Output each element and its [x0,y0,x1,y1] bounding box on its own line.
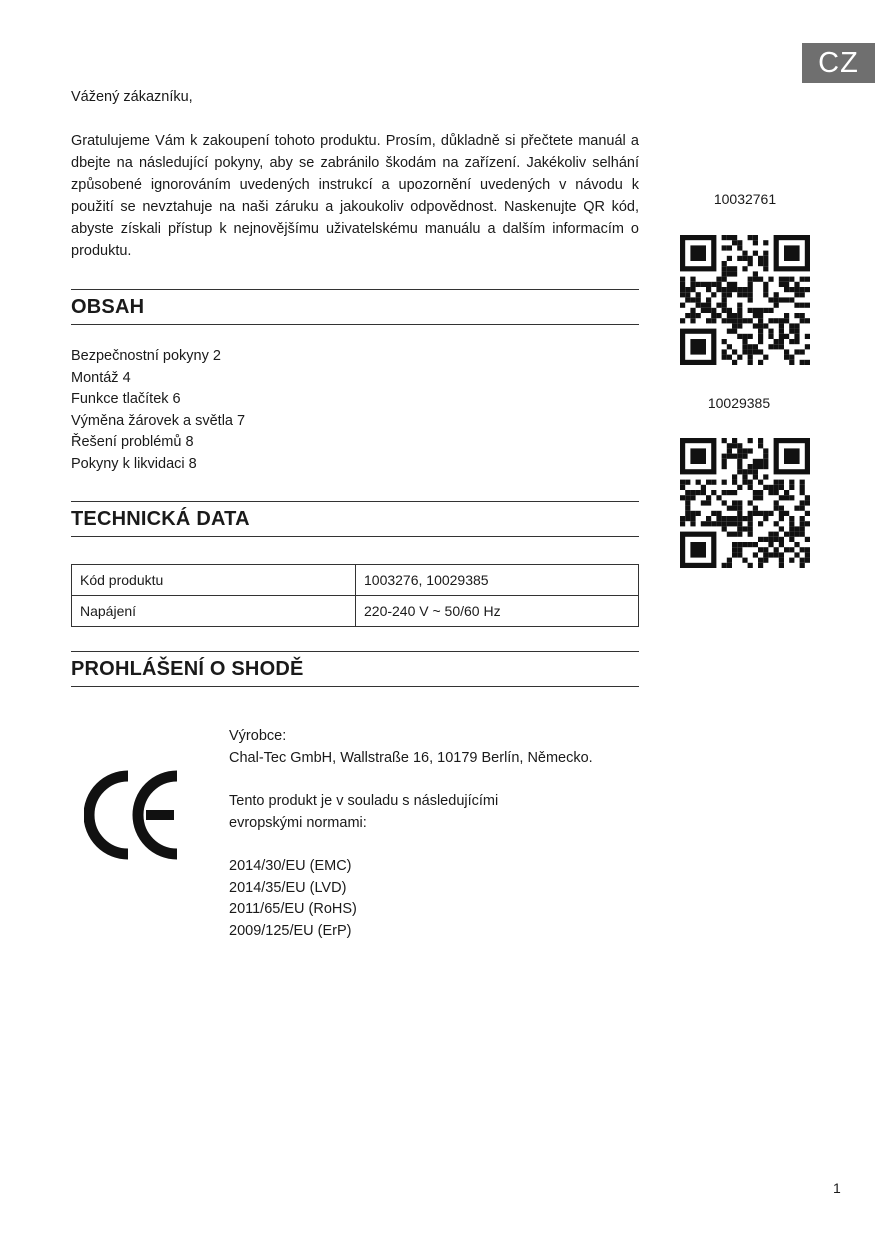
directive-item: 2011/65/EU (RoHS) [229,901,357,917]
spec-label: Kód produktu [72,565,356,596]
table-row [72,596,639,627]
toc-item[interactable]: Řešení problémů 8 [71,434,194,450]
technical-data-table [71,564,639,627]
table-row [72,565,639,596]
table-of-contents [71,346,245,475]
technical-heading: TECHNICKÁ DATA [71,508,250,530]
declaration-heading: PROHLÁŠENÍ O SHODĚ [71,658,304,680]
language-tab: CZ [802,43,875,83]
spec-label: Napájení [72,596,356,627]
toc-item[interactable]: Funkce tlačítek 6 [71,391,181,407]
page-number: 1 [833,1180,841,1196]
manufacturer-label: Výrobce: [229,728,287,744]
contents-section-header [71,289,639,325]
spec-value: 1003276, 10029385 [356,565,639,596]
directive-item: 2009/125/EU (ErP) [229,922,352,939]
qr-code-icon[interactable] [680,235,810,365]
toc-item[interactable]: Bezpečnostní pokyny 2 [71,348,221,364]
toc-item[interactable]: Výměna žárovek a světla 7 [71,412,246,429]
intro-paragraph: Gratulujeme Vám k zakoupení tohoto produktu. Prosím, důkladně si přečtete manuál a dbejte na následující pokyny, aby se zabránilo škodám na zařízení. Jakékoliv selhání způsobené ignorováním uvedených instrukcí a upozornění uvedených v návodu k použití se nevztahuje na naši záruku a jakoukoliv odpovědnost. Naskenujte QR kód, abyste získali přístup k nejnovějšímu uživatelskému manuálu a dalším informacím o produktu. [71,133,639,259]
manufacturer-address: Chal-Tec GmbH, Wallstraße 16, 10179 Berlín, Německo. [229,749,593,766]
qr-code-icon[interactable] [680,438,810,568]
toc-item[interactable]: Montáž 4 [71,369,131,386]
qr-code-label: 10029385 [707,395,771,411]
directive-item: 2014/35/EU (LVD) [229,879,347,896]
technical-section-header [71,501,639,537]
declaration-section-header [71,651,639,687]
conformity-text: Tento produkt je v souladu s následujícími [229,793,499,809]
greeting: Vážený zákazníku, [71,89,193,105]
declaration-text [229,726,593,942]
conformity-text: evropskými normami: [229,814,367,831]
contents-heading: OBSAH [71,296,145,318]
toc-item[interactable]: Pokyny k likvidaci 8 [71,455,197,472]
ce-mark-icon [84,770,179,860]
directive-item: 2014/30/EU (EMC) [229,858,352,874]
qr-code-label: 10032761 [713,191,777,207]
spec-value: 220-240 V ~ 50/60 Hz [356,596,639,627]
